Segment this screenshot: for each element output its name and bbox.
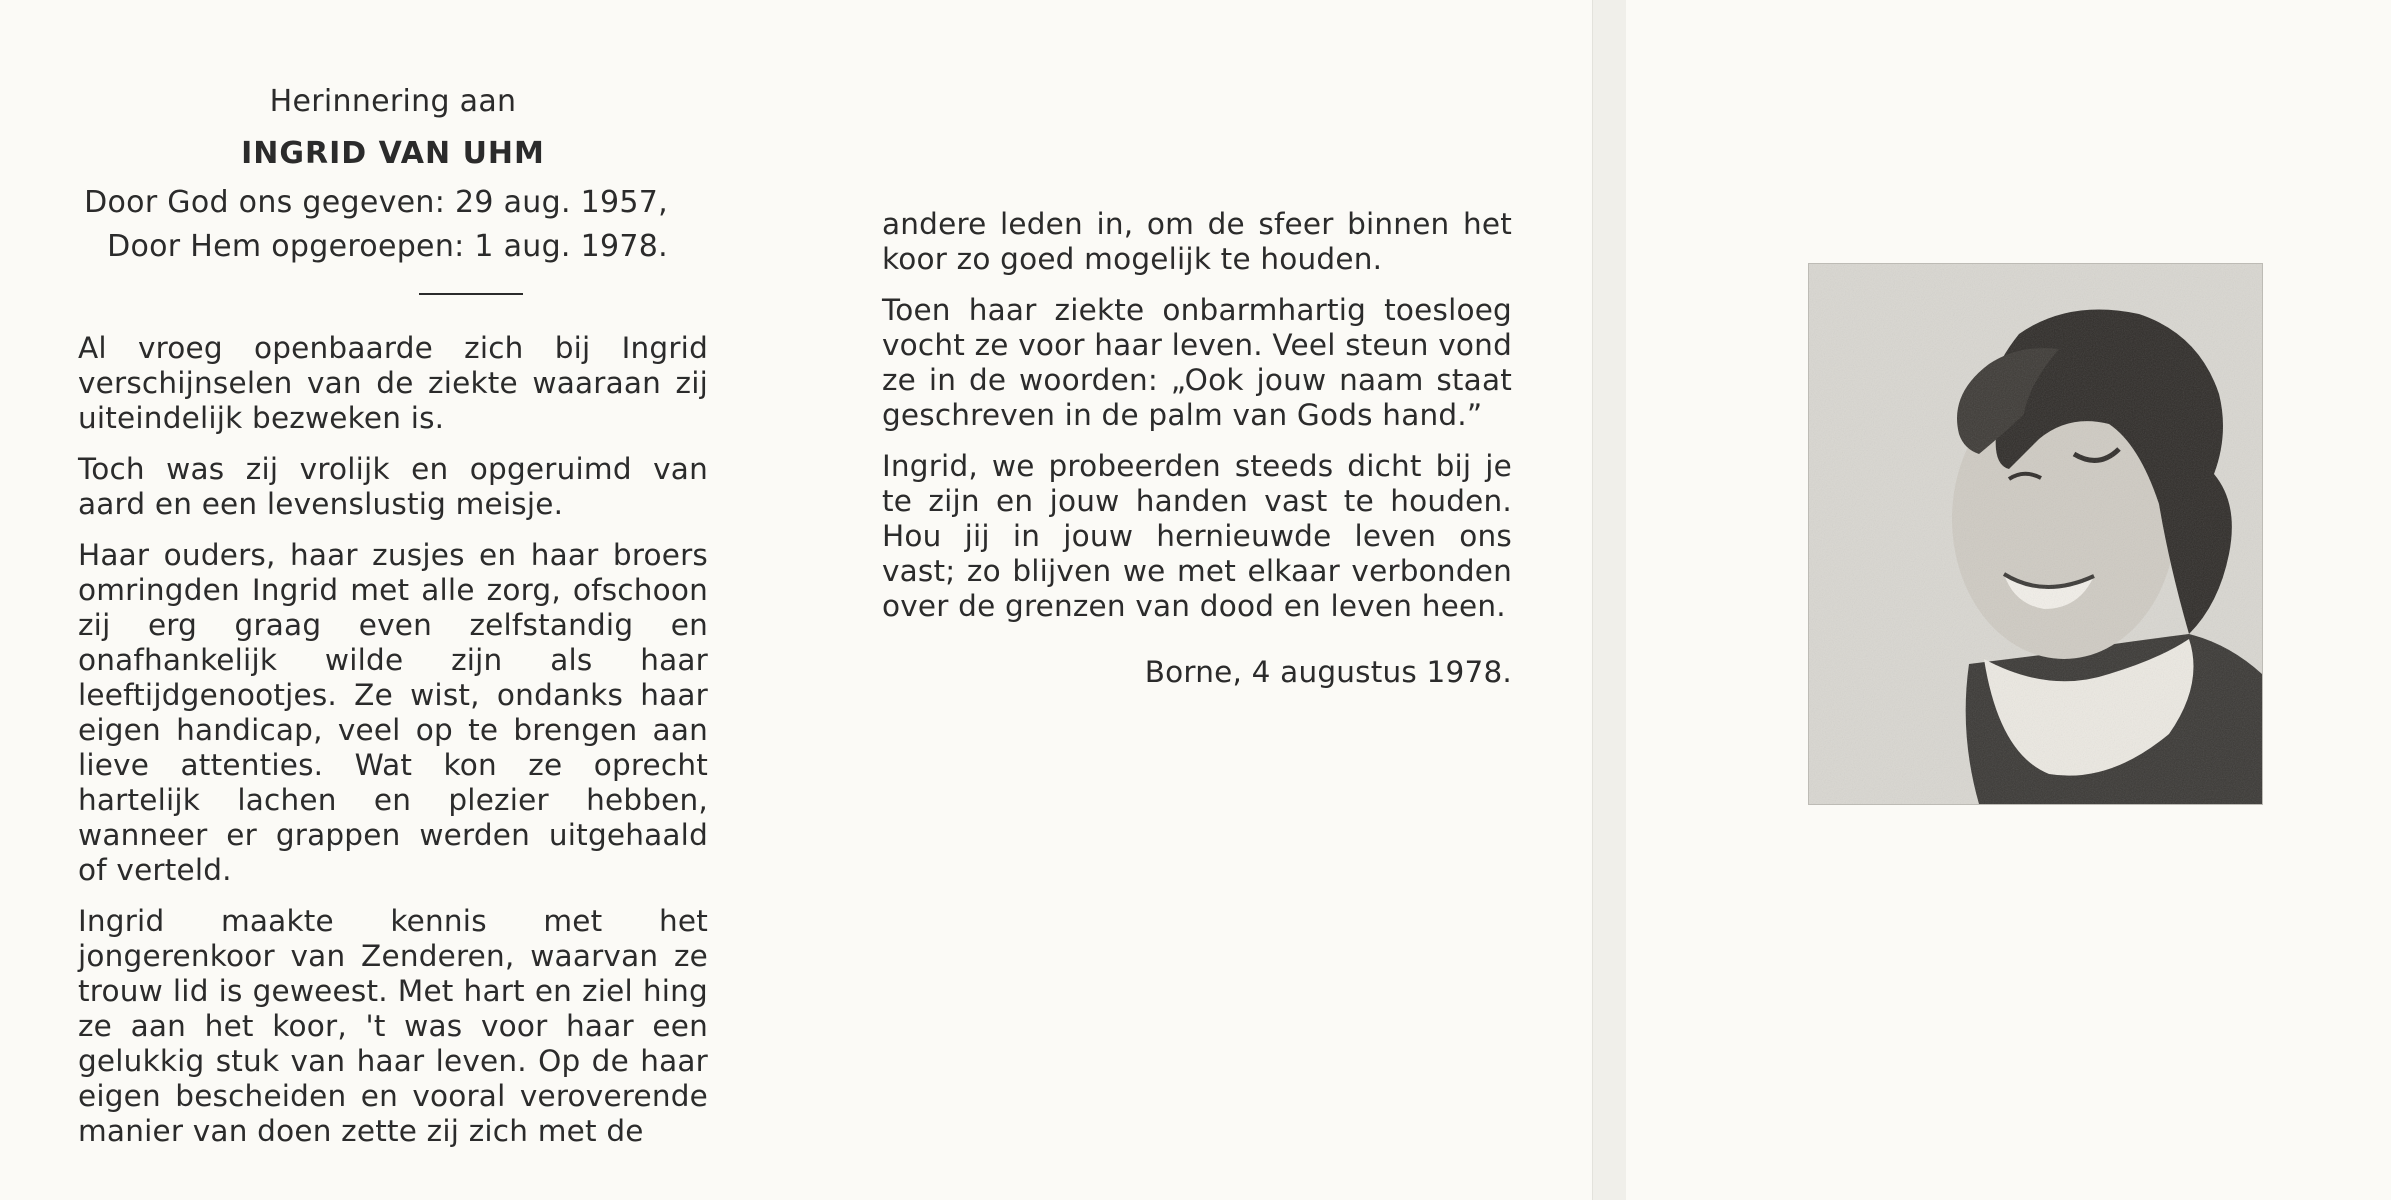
paragraph: andere leden in, om de sfeer binnen het koor zo goed mogelijk te houden. [882,207,1512,276]
paragraph: Toen haar ziekte onbarmhartig toesloeg vocht ze voor haar leven. Veel steun vond ze in de woorden: „Ook jouw naam staat geschreven in de palm van Gods hand.” [882,293,1512,432]
paragraph: Al vroeg openbaarde zich bij Ingrid verschijnselen van de ziekte waaraan zij uiteindelijk bezweken is. [78,331,708,435]
dates-block [78,181,708,269]
deceased-name: INGRID VAN UHM [241,136,545,171]
paragraph: Toch was zij vrolijk en opgeruimd van aard en een levenslustig meisje. [78,452,708,521]
left-column [78,80,708,1165]
death-line: Door Hem opgeroepen: 1 aug. 1978. [107,229,668,264]
intro-line: Herinnering aan [269,84,517,119]
paragraph: Ingrid, we probeerden steeds dicht bij je te zijn en jouw handen vast te houden. Hou jij in jouw hernieuwde leven ons vast; zo blijven we met elkaar verbonden over de grenzen van dood en leven heen. [882,449,1512,623]
card-fold-gap [1592,0,1628,1200]
birth-line: Door God ons gegeven: 29 aug. 1957, [84,185,668,220]
memorial-card-photo-side [1626,0,2391,1200]
portrait-illustration [1809,264,2262,804]
signoff-place-date: Borne, 4 augustus 1978. [1144,655,1512,689]
middle-column [882,207,1512,690]
paragraph: Haar ouders, haar zusjes en haar broers omringden Ingrid met alle zorg, ofschoon zij erg graag even zelfstandig en onafhankelijk wilde zijn als haar leeftijdgenootjes. Ze wist, ondanks haar eigen handicap, veel op te brengen aan lieve attenties. Wat kon ze oprecht hartelijk lachen en plezier hebben, wanneer er grappen werden uitgehaald of verteld. [78,538,708,887]
divider-rule [419,293,523,295]
paragraph: Ingrid maakte kennis met het jongerenkoor van Zenderen, waarvan ze trouw lid is geweest. Met hart en ziel hing ze aan het koor, 't was voor haar een gelukkig stuk van haar leven. Op de haar eigen bescheiden en vooral veroverende manier van doen zette zij zich met de [78,904,708,1148]
portrait-photo [1808,263,2263,805]
